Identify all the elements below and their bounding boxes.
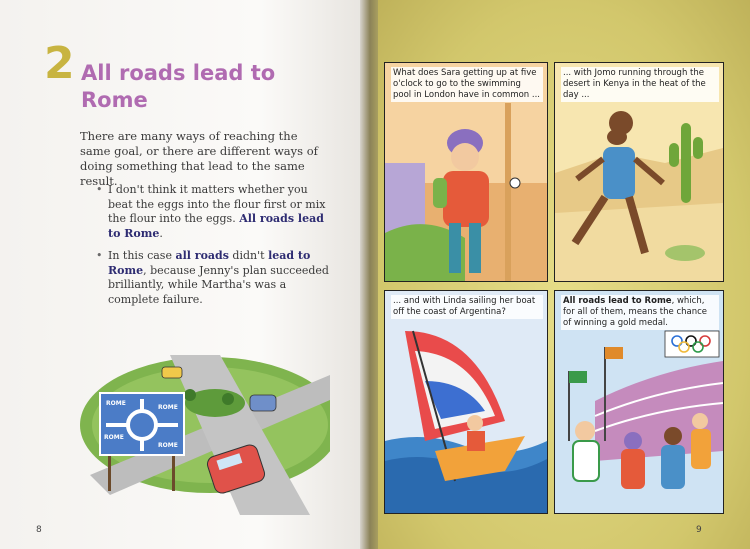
linda-illustration xyxy=(385,291,547,513)
sign-label: ROME xyxy=(106,400,126,407)
example-highlight: lead to Rome xyxy=(108,249,311,277)
example-text: In this case xyxy=(108,249,176,262)
sign-label: ROME xyxy=(158,442,178,449)
sign-label: ROME xyxy=(104,434,124,441)
example-text: . xyxy=(159,226,163,240)
intro-paragraph: There are many ways of reaching the same goal, or there are different ways of doing something that lead to the same result. xyxy=(80,129,318,188)
right-page xyxy=(378,0,750,549)
caption-highlight: All roads lead to Rome xyxy=(563,296,672,306)
panel-caption xyxy=(561,295,719,330)
example-list xyxy=(96,183,334,315)
page-number-right: 9 xyxy=(696,525,702,535)
comic-panel-runner xyxy=(554,62,724,282)
caption-text: , which, for all of them, means the chance of winning a gold medal. xyxy=(563,296,707,328)
comic-panel-swimmer xyxy=(384,62,548,282)
comic-panel-sailor xyxy=(384,290,548,514)
panel-caption: ... with Jomo running through the desert in Kenya in the heat of the day ... xyxy=(561,67,719,102)
comic-panel-olympics xyxy=(554,290,724,514)
panel-caption: What does Sara getting up at five o'clock to go to the swimming pool in London have in common ... xyxy=(391,67,543,102)
sign-label: ROME xyxy=(158,404,178,411)
example-item xyxy=(96,183,334,241)
example-text: , because Jenny's plan succeeded brilliantly, while Martha's was a complete failure. xyxy=(108,263,329,306)
example-highlight: all roads xyxy=(175,249,229,262)
chapter-title: All roads lead to Rome xyxy=(81,61,276,112)
left-page xyxy=(0,0,372,549)
page-number-left: 8 xyxy=(36,525,42,535)
example-highlight: All roads lead to Rome xyxy=(108,212,324,240)
chapter-number: 2 xyxy=(44,38,75,89)
example-text: didn't xyxy=(228,249,269,262)
roundabout-illustration xyxy=(70,355,330,515)
panel-caption: ... and with Linda sailing her boat off the coast of Argentina? xyxy=(391,295,543,319)
example-item xyxy=(96,249,334,307)
example-text: I don't think it matters whether you beat the eggs into the flour first or mix the flour into the eggs. xyxy=(108,183,326,225)
